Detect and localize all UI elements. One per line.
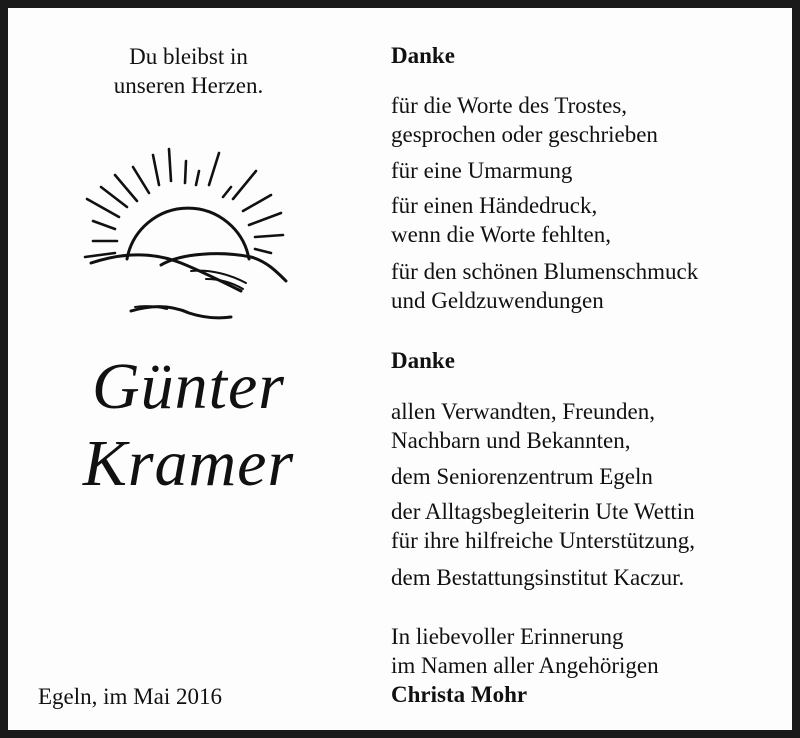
left-column xyxy=(16,16,361,738)
section1-line: gesprochen oder geschrieben xyxy=(391,122,658,147)
signature: Christa Mohr xyxy=(391,682,528,707)
name-last: Kramer xyxy=(82,427,295,500)
section2-line: der Alltagsbegleiterin Ute Wettin xyxy=(391,499,695,524)
section1-heading: Danke xyxy=(391,43,455,68)
section2-line: dem Bestattungsinstitut Kaczur. xyxy=(391,565,685,590)
section1-line: für die Worte des Trostes, xyxy=(391,93,628,118)
motto-line-1: Du bleibst in xyxy=(129,44,248,69)
closing-line: In liebevoller Erinnerung xyxy=(391,624,624,649)
section1-line: für eine Umarmung xyxy=(391,158,573,183)
closing-line: im Namen aller Angehörigen xyxy=(391,653,659,678)
name-first: Günter xyxy=(92,350,285,423)
sunset-icon xyxy=(71,141,291,326)
motto-line-2: unseren Herzen. xyxy=(113,73,264,98)
section1-line: für einen Händedruck, xyxy=(391,193,598,218)
place-date: Egeln, im Mai 2016 xyxy=(38,684,222,709)
motto xyxy=(16,42,361,100)
section2-line: für ihre hilfreiche Unterstützung, xyxy=(391,528,695,553)
section2-line: Nachbarn und Bekannten, xyxy=(391,428,631,453)
section1-line: für den schönen Blumenschmuck xyxy=(391,259,699,284)
section1-line: wenn die Worte fehlten, xyxy=(391,222,611,247)
section1-line: und Geldzuwendungen xyxy=(391,288,604,313)
section2-line: dem Seniorenzentrum Egeln xyxy=(391,464,653,489)
section2-line: allen Verwandten, Freunden, xyxy=(391,399,655,424)
section2-heading: Danke xyxy=(391,348,455,373)
right-column xyxy=(391,16,791,738)
